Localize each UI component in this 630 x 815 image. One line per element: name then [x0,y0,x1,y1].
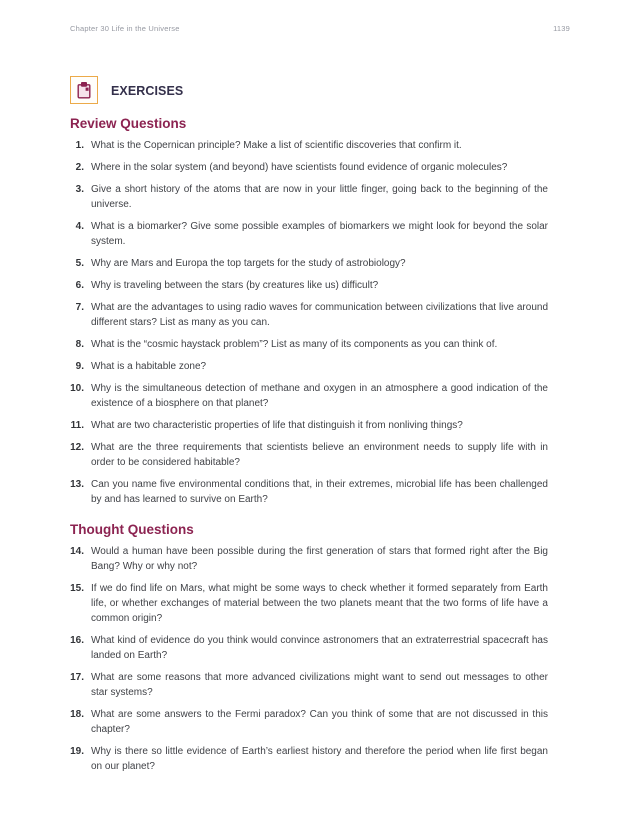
question-number: 10. [70,383,84,394]
question-text: If we do find life on Mars, what might be some ways to check whether it formed separately from Earth life, or whether exchanges of material between the two planets meant that the two forms of life have a common origin? [91,583,548,624]
question-number: 3. [75,184,84,195]
exercises-title: EXERCISES [111,82,184,98]
question-text: Where in the solar system (and beyond) have scientists found evidence of organic molecules? [91,162,508,173]
question-item [70,418,548,433]
question-number: 8. [75,339,84,350]
question-item [70,300,548,330]
page-number: 1139 [553,24,570,33]
question-number: 13. [70,479,84,490]
question-text: Why is there so little evidence of Earth’s earliest history and therefore the period when life first began on our planet? [91,746,548,772]
question-item [70,633,548,663]
question-item [70,707,548,737]
clipboard-icon [77,82,91,99]
question-item [70,182,548,212]
section-review-questions [70,116,548,507]
question-text: What kind of evidence do you think would convince astronomers that an extraterrestrial spacecraft has landed on Earth? [91,635,548,661]
question-text: What are some reasons that more advanced civilizations might want to send out messages to other star systems? [91,672,548,698]
question-item [70,219,548,249]
section-thought-questions [70,522,548,774]
question-item [70,256,548,271]
question-text: Why is traveling between the stars (by creatures like us) difficult? [91,280,379,291]
question-number: 14. [70,546,84,557]
thought-questions-heading: Thought Questions [70,522,194,537]
question-item [70,581,548,626]
question-text: Why are Mars and Europa the top targets for the study of astrobiology? [91,258,406,269]
question-number: 7. [75,302,84,313]
question-text: Can you name five environmental conditions that, in their extremes, microbial life has been challenged by and has learned to survive on Earth? [91,479,548,505]
question-text: What is the “cosmic haystack problem”? List as many of its components as you can think of. [91,339,498,350]
question-item [70,278,548,293]
question-text: What are the advantages to using radio waves for communication between civilizations that live around different stars? List as many as you can. [91,302,548,328]
question-text: What is a biomarker? Give some possible examples of biomarkers we might look for beyond the solar system. [91,221,548,247]
question-number: 2. [75,162,84,173]
question-number: 5. [75,258,84,269]
thought-question-list [70,544,548,774]
question-number: 15. [70,583,84,594]
question-text: Why is the simultaneous detection of methane and oxygen in an atmosphere a good indication of the existence of a biosphere on that planet? [91,383,548,409]
question-text: Would a human have been possible during the first generation of stars that formed right after the Big Bang? Why or why not? [91,546,548,572]
review-questions-heading: Review Questions [70,116,187,131]
question-item [70,359,548,374]
question-item [70,440,548,470]
question-text: What is a habitable zone? [91,361,207,372]
question-number: 18. [70,709,84,720]
question-item [70,477,548,507]
question-number: 9. [75,361,84,372]
question-item [70,744,548,774]
question-number: 19. [70,746,84,757]
question-number: 6. [75,280,84,291]
question-number: 4. [75,221,84,232]
question-item [70,670,548,700]
question-text: What is the Copernican principle? Make a list of scientific discoveries that confirm it. [91,140,462,151]
question-number: 1. [75,140,84,151]
chapter-title: Chapter 30 Life in the Universe [70,24,180,33]
question-number: 16. [70,635,84,646]
question-item [70,381,548,411]
page-content [70,76,548,774]
question-text: What are some answers to the Fermi paradox? Can you think of some that are not discussed in this chapter? [91,709,548,735]
question-item [70,544,548,574]
question-text: What are two characteristic properties of life that distinguish it from nonliving things? [91,420,463,431]
question-text: What are the three requirements that scientists believe an environment needs to supply life with in order to be considered habitable? [91,442,548,468]
question-number: 11. [70,420,84,431]
running-header [70,24,570,33]
question-item [70,160,548,175]
question-item [70,337,548,352]
exercises-header [70,76,548,104]
question-number: 17. [70,672,84,683]
exercises-icon-box [70,76,98,104]
question-text: Give a short history of the atoms that are now in your little finger, going back to the beginning of the universe. [91,184,548,210]
review-question-list [70,138,548,507]
question-number: 12. [70,442,84,453]
question-item [70,138,548,153]
